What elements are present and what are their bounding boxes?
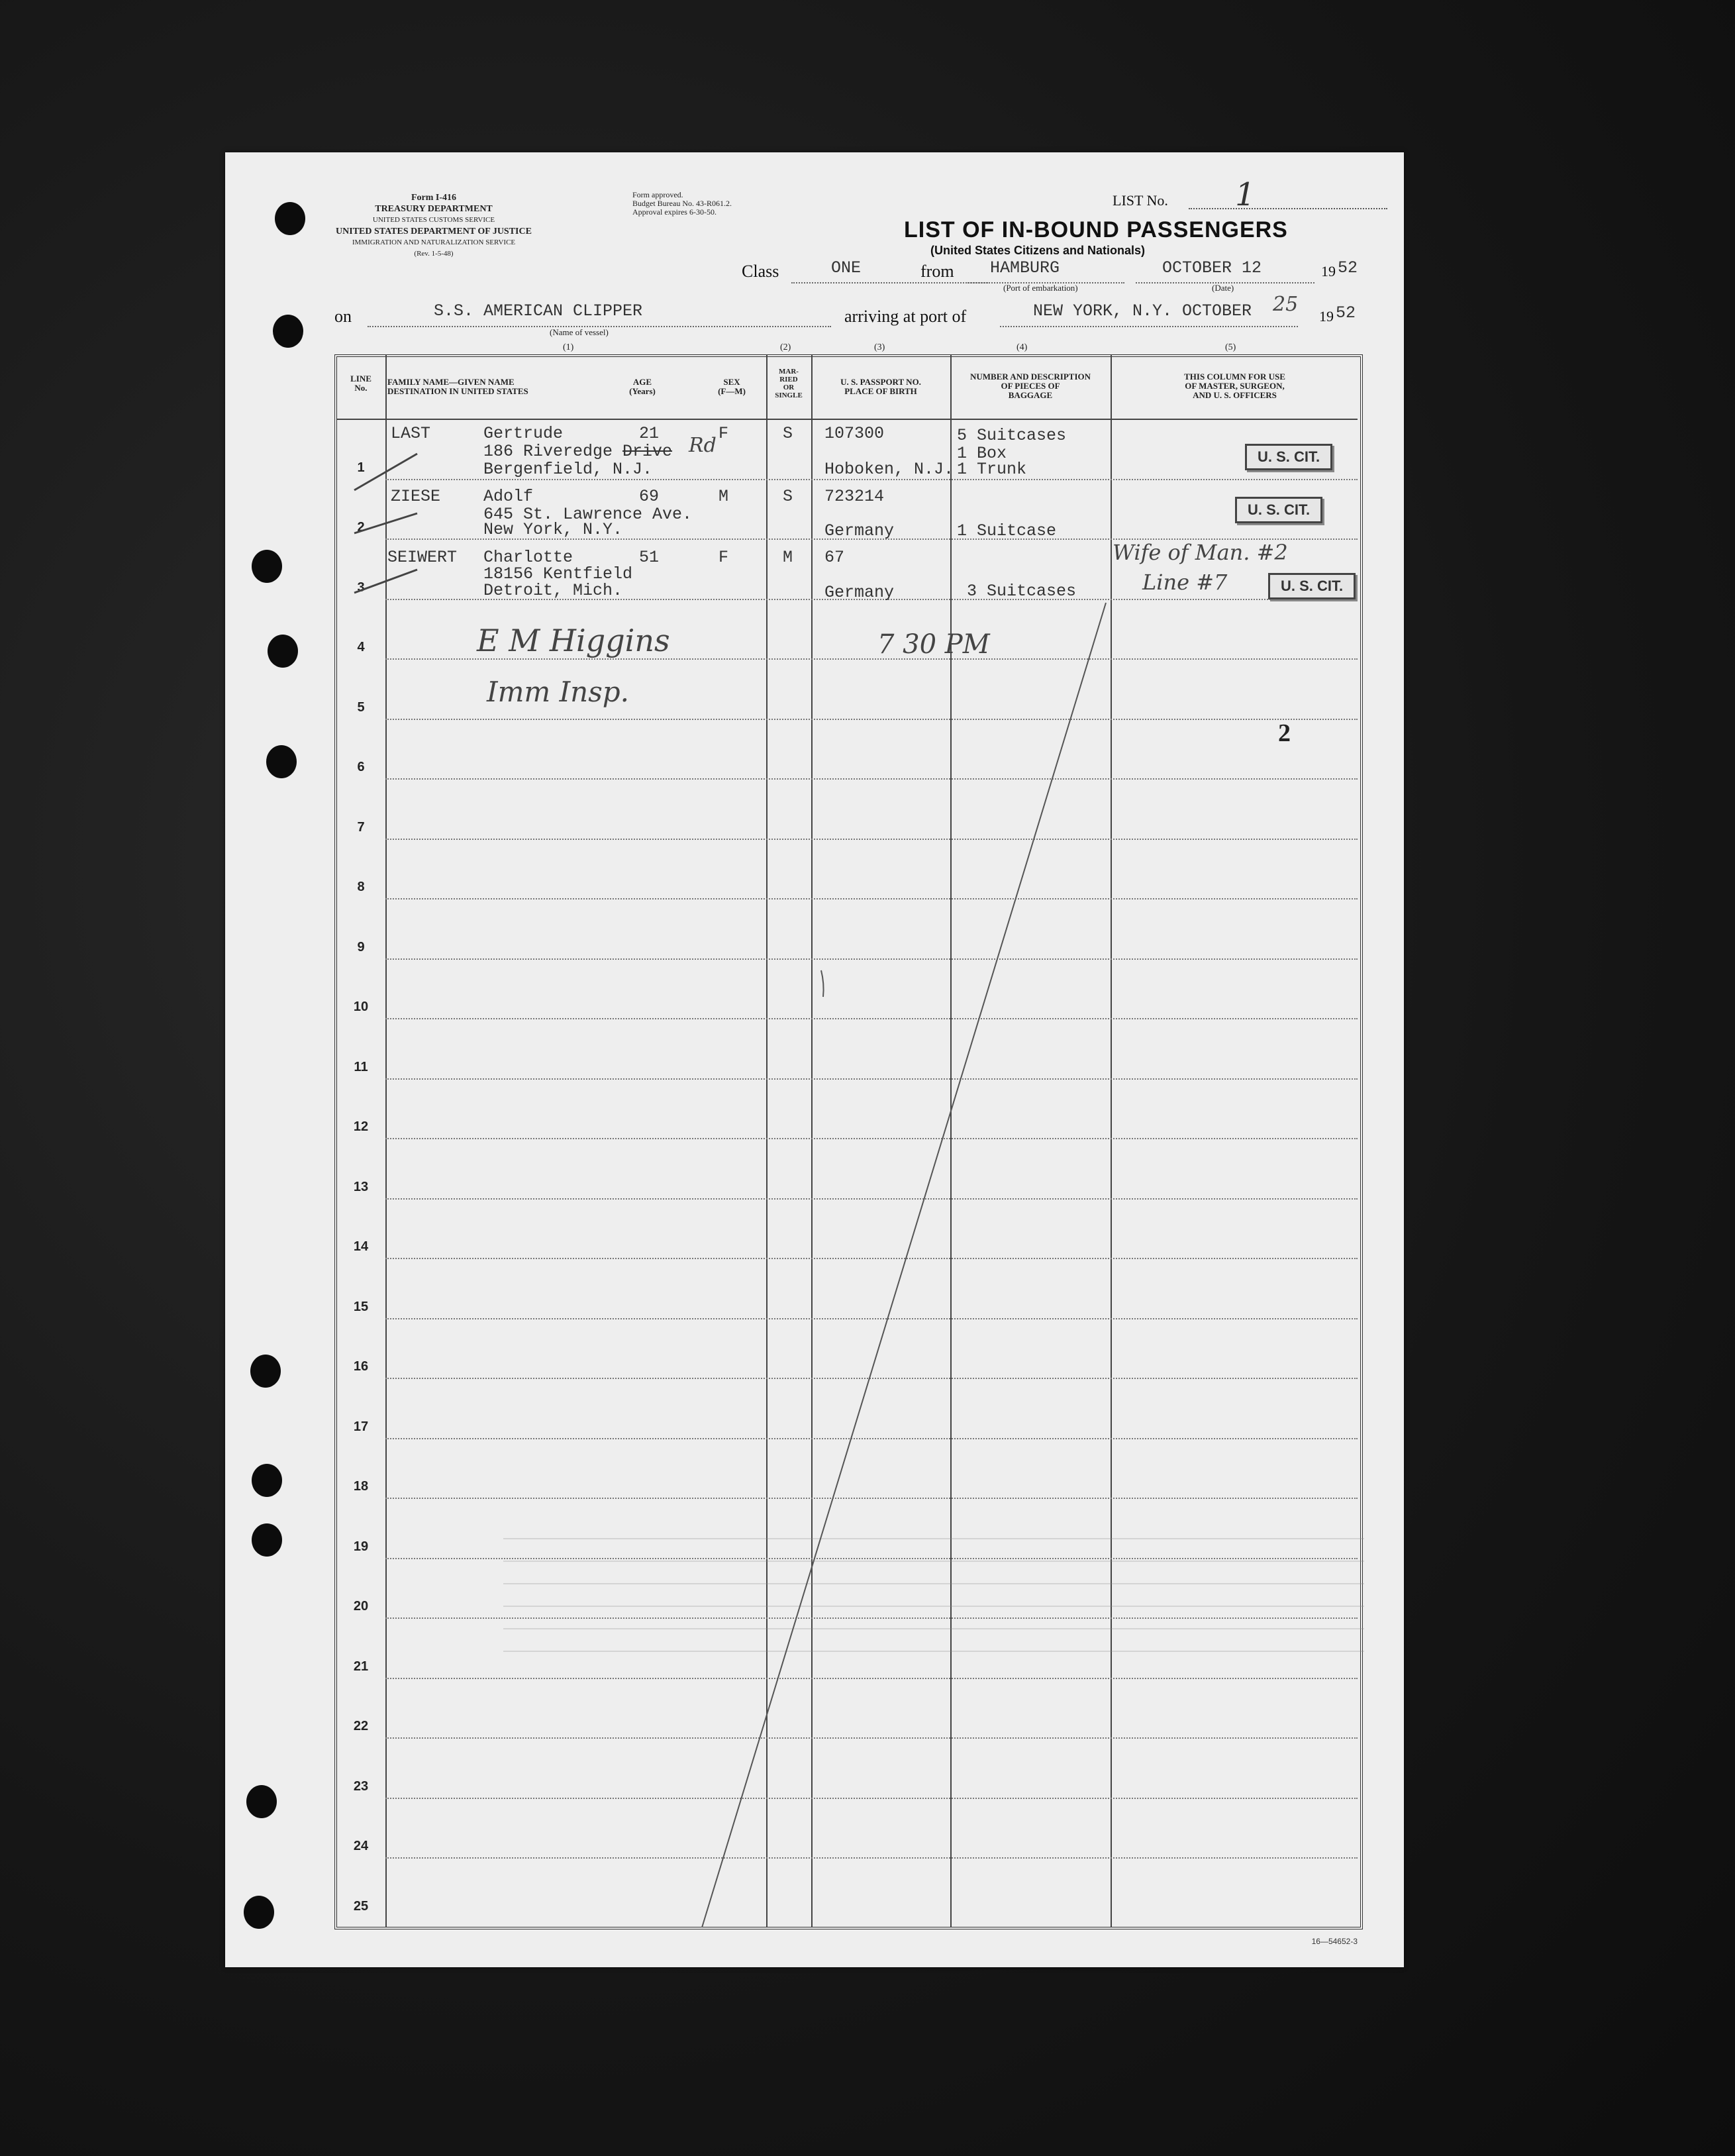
row-number: 25 <box>353 1898 369 1914</box>
row-number: 18 <box>353 1479 369 1494</box>
passenger-birthplace: Germany <box>824 583 895 602</box>
column-number: (1) <box>563 342 574 352</box>
budget-line: Budget Bureau No. 43-R061.2. <box>632 199 732 208</box>
passenger-given-name: Adolf <box>483 487 534 506</box>
col-header-text: THIS COLUMN FOR USE <box>1184 372 1285 382</box>
justice-dept: UNITED STATES DEPARTMENT OF JUSTICE <box>336 227 532 236</box>
passenger-baggage: 1 Trunk <box>957 460 1027 479</box>
passenger-birthplace: Hoboken, N.J. <box>824 460 954 479</box>
column-number: (3) <box>874 342 885 352</box>
passenger-passport: 67 <box>824 548 845 567</box>
passenger-given-name: Gertrude <box>483 424 564 443</box>
form-number: Form I-416 <box>411 193 457 203</box>
check-mark <box>354 570 417 593</box>
row-number: 23 <box>353 1778 369 1794</box>
page-title: LIST OF IN-BOUND PASSENGERS <box>904 217 1288 242</box>
col-header-text: SINGLE <box>775 391 803 399</box>
passenger-age: 51 <box>639 548 660 567</box>
col-header-text: NUMBER AND DESCRIPTION <box>969 372 1091 382</box>
row-number: 5 <box>357 699 365 715</box>
row-number: 9 <box>357 939 365 954</box>
arriving-label: arriving at port of <box>844 307 967 326</box>
row-number: 22 <box>353 1719 369 1733</box>
passenger-passport: 723214 <box>824 487 885 506</box>
col-header-text: MAR- <box>779 368 799 376</box>
passenger-family-name: LAST <box>391 424 431 443</box>
check-mark <box>354 454 417 490</box>
column-number: (5) <box>1225 342 1236 352</box>
passenger-baggage: 5 Suitcases <box>957 426 1067 445</box>
passenger-city: Bergenfield, N.J. <box>483 460 653 479</box>
pencil-tick <box>821 970 824 997</box>
col-header-text: OF PIECES OF <box>1001 381 1060 391</box>
passenger-sex: M <box>719 487 729 506</box>
row-number: 21 <box>353 1659 369 1674</box>
row-number: 7 <box>357 819 365 835</box>
page-subtitle: (United States Citizens and Nationals) <box>930 244 1146 257</box>
immigration-service: IMMIGRATION AND NATURALIZATION SERVICE <box>352 238 516 246</box>
passenger-city: New York, N.Y. <box>483 520 623 539</box>
passenger-birthplace: Germany <box>824 521 895 540</box>
check-mark <box>354 513 417 533</box>
row-number: 24 <box>353 1839 369 1853</box>
row-number: 8 <box>357 880 365 894</box>
col-header-text: (F—M) <box>718 386 746 396</box>
class-label: Class <box>742 262 779 281</box>
passenger-sex: F <box>719 548 729 567</box>
col-header-text: RIED <box>779 376 798 384</box>
col-header-text: LINE <box>350 374 372 384</box>
passenger-family-name: SEIWERT <box>387 548 458 567</box>
row-number: 3 <box>357 580 365 595</box>
date-year-prefix: 19 <box>1321 263 1336 280</box>
row-number: 13 <box>353 1179 369 1194</box>
approval-line: Form approved. <box>632 190 683 199</box>
form-print-code: 16—54652-3 <box>1311 1937 1358 1946</box>
row-number: 20 <box>353 1599 369 1614</box>
page-mark-number: 2 <box>1278 719 1291 747</box>
list-no-label: LIST No. <box>1113 192 1168 209</box>
row-number: 12 <box>353 1119 369 1134</box>
passenger-address: 645 St. Lawrence Ave. <box>483 505 693 524</box>
col-header-text: PLACE OF BIRTH <box>844 386 917 396</box>
arrival-year-prefix: 19 <box>1319 308 1334 325</box>
passenger-address: 186 Riveredge <box>483 442 613 461</box>
arrival-day: 25 <box>1273 293 1299 316</box>
passenger-age: 21 <box>639 424 660 443</box>
from-label: from <box>920 262 954 281</box>
arrival-time: 7 30 PM <box>877 629 990 660</box>
passenger-married: S <box>783 487 793 506</box>
inspector-title: Imm Insp. <box>487 676 630 708</box>
citizen-stamp: U. S. CIT. <box>1245 444 1332 470</box>
passenger-baggage: 1 Suitcase <box>957 521 1057 540</box>
col-header-text: (Years) <box>629 386 656 396</box>
revision: (Rev. 1-5-48) <box>414 250 454 258</box>
col-header-text: OF MASTER, SURGEON, <box>1185 381 1285 391</box>
passenger-passport: 107300 <box>824 424 885 443</box>
port-caption: (Port of embarkation) <box>1003 283 1078 293</box>
passenger-age: 69 <box>639 487 660 506</box>
class-value: ONE <box>831 258 862 278</box>
row-number: 14 <box>353 1239 369 1254</box>
col-header-text: OR <box>783 384 795 391</box>
col-header-text: DESTINATION IN UNITED STATES <box>387 386 528 396</box>
row-number: 16 <box>353 1359 369 1374</box>
officer-note: Line #7 <box>1142 570 1228 595</box>
row-number: 17 <box>353 1419 369 1434</box>
passenger-married: S <box>783 424 793 443</box>
row-number: 10 <box>353 1000 369 1014</box>
passenger-city: Detroit, Mich. <box>483 581 623 600</box>
row-number: 1 <box>357 460 365 475</box>
citizen-stamp: U. S. CIT. <box>1235 497 1322 523</box>
passenger-baggage: 1 Box <box>957 444 1007 463</box>
passenger-family-name: ZIESE <box>391 487 441 506</box>
vessel-name: S.S. AMERICAN CLIPPER <box>434 301 643 321</box>
date-caption: (Date) <box>1212 283 1234 293</box>
on-label: on <box>334 307 352 326</box>
row-number: 11 <box>354 1059 368 1074</box>
inspector-signature: E M Higgins <box>477 623 670 658</box>
col-header-text: FAMILY NAME—GIVEN NAME <box>387 377 515 387</box>
passenger-baggage: 3 Suitcases <box>967 582 1077 601</box>
manifest-page <box>225 152 1404 1967</box>
arrival-port: NEW YORK, N.Y. OCTOBER <box>1033 301 1252 321</box>
from-value: HAMBURG <box>990 258 1060 278</box>
expiry-line: Approval expires 6-30-50. <box>632 207 717 217</box>
date-year: 52 <box>1338 258 1358 278</box>
passenger-sex: F <box>719 424 729 443</box>
treasury-dept: TREASURY DEPARTMENT <box>375 204 493 214</box>
col-header-text: BAGGAGE <box>1008 390 1053 400</box>
col-header-text: U. S. PASSPORT NO. <box>840 377 921 387</box>
row-number: 2 <box>357 520 365 535</box>
officer-note: Wife of Man. #2 <box>1113 540 1288 565</box>
passenger-address: 18156 Kentfield <box>483 564 633 584</box>
arrival-year: 52 <box>1336 303 1356 323</box>
passenger-married: M <box>783 548 793 567</box>
cancel-diagonal-line <box>702 603 1106 1927</box>
col-header-text: SEX <box>723 377 740 387</box>
citizen-stamp: U. S. CIT. <box>1268 573 1356 599</box>
passenger-address-correction: Rd <box>689 434 717 457</box>
row-number: 6 <box>357 760 365 774</box>
vessel-caption: (Name of vessel) <box>550 327 609 337</box>
list-no-value: 1 <box>1235 176 1256 213</box>
col-header-text: AGE <box>632 377 652 387</box>
col-header-text: AND U. S. OFFICERS <box>1193 390 1277 400</box>
date-value: OCTOBER 12 <box>1162 258 1262 278</box>
row-number: 4 <box>357 640 365 654</box>
col-header-text: No. <box>354 383 368 393</box>
passenger-address-struck: Drive <box>622 442 673 461</box>
customs-service: UNITED STATES CUSTOMS SERVICE <box>372 216 495 224</box>
row-number: 19 <box>353 1539 369 1554</box>
row-number: 15 <box>353 1299 369 1314</box>
column-number: (2) <box>780 342 791 352</box>
pencil-marks <box>225 152 1404 1967</box>
column-number: (4) <box>1016 342 1028 352</box>
passenger-given-name: Charlotte <box>483 548 573 567</box>
